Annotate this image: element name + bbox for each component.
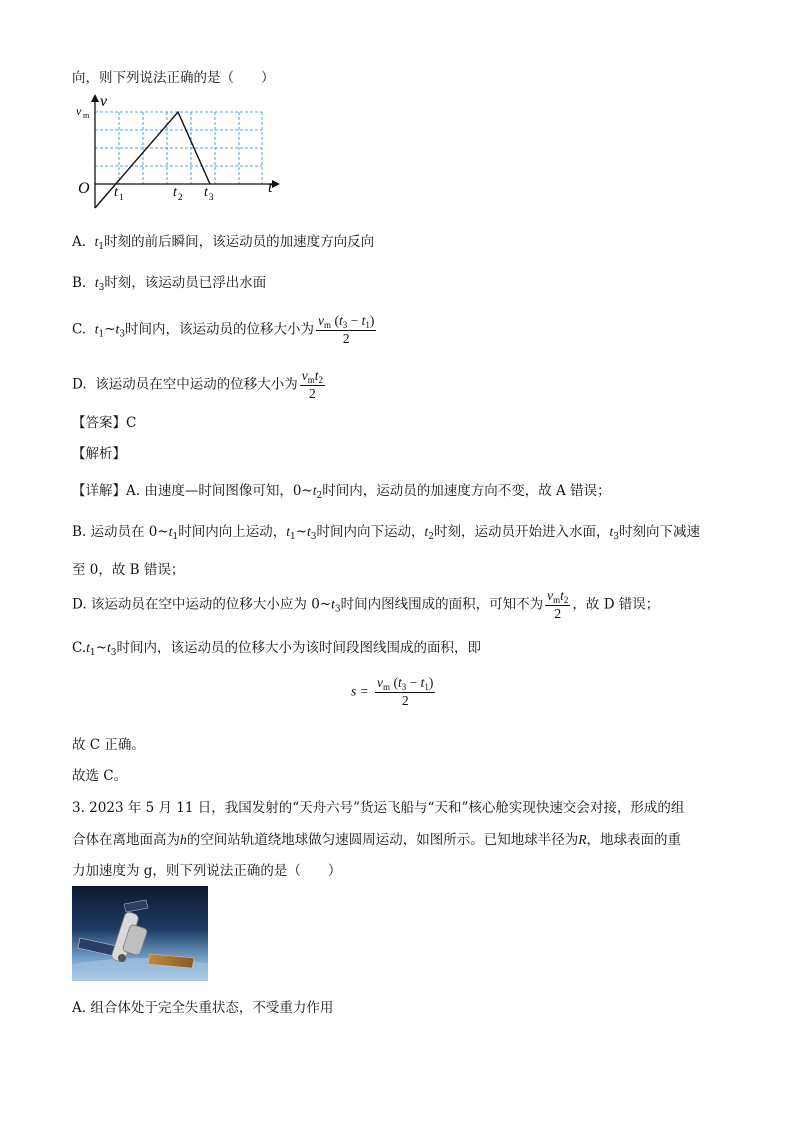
t1-label: t	[114, 185, 118, 200]
displacement-formula: s = $\frac{v_m (t_3 - t_1)}{2}$	[351, 675, 434, 709]
graph-grid	[95, 112, 262, 184]
answer-label: 【答案】C	[72, 415, 137, 431]
option-b-text: 时刻，该运动员已浮出水面	[104, 275, 267, 291]
q3-line-1: 3. 2023 年 5 月 11 日，我国发射的“天舟六号”货运飞船与“天和”核心舱实现快速交会对接，形成的组	[72, 800, 685, 816]
velocity-line	[95, 112, 210, 208]
analysis-label: 【解析】	[72, 446, 126, 462]
q3-line-3: 力加速度为 g，则下列说法正确的是（ ）	[72, 863, 342, 879]
conclusion-1: 故 C 正确。	[72, 737, 145, 753]
t1-sub: 1	[119, 192, 124, 202]
option-a-letter: A.	[72, 234, 87, 250]
q3-line-2: 合体在离地面高为h的空间站轨道绕地球做匀速圆周运动，如图所示。已知地球半径为R，地球表面的重	[72, 832, 681, 848]
detail-line-4: D. 该运动员在空中运动的位移大小应为 $0\sim t_3$时间内图线围成的面积，可知不为 $\frac{v_mt_2}{2}$ ，故 D 错误；	[72, 588, 660, 622]
v-axis-label: v	[100, 93, 108, 110]
conclusion-2: 故选 C。	[72, 768, 128, 784]
option-a: A. $t_1$时刻的前后瞬间，该运动员的加速度方向反向	[72, 234, 375, 252]
option-d	[72, 368, 327, 402]
q2-stem-tail: 向，则下列说法正确的是（ ）	[72, 70, 275, 86]
option-d-letter: D.	[72, 376, 87, 393]
option-c-text: 时间内，该运动员的位移大小为	[125, 321, 315, 338]
option-b-letter: B.	[72, 275, 87, 291]
t-axis-label: t	[268, 179, 273, 196]
origin-label: O	[78, 180, 90, 197]
t3-sub: 3	[209, 192, 214, 202]
spacecraft-image	[72, 886, 208, 981]
v-axis-arrow	[91, 94, 99, 102]
q3-option-a: A. 组合体处于完全失重状态，不受重力作用	[72, 1000, 334, 1016]
option-d-formula: $\frac{v_mt_2}{2}$	[301, 368, 324, 402]
option-c-formula: $\frac{v_m (t_3 - t_1)}{2}$	[318, 313, 375, 347]
t2-sub: 2	[178, 192, 183, 202]
detail-line-3: 至 0，故 B 错误；	[72, 562, 185, 578]
t-axis-arrow	[272, 180, 280, 188]
t2-label: t	[173, 185, 177, 200]
option-c-letter: C.	[72, 321, 87, 338]
velocity-time-graph	[70, 92, 290, 210]
vm-label: v	[76, 104, 82, 118]
option-b: B. $t_3$时刻，该运动员已浮出水面	[72, 275, 267, 293]
detail-line-5: $C.t_1\sim t_3$时间内，该运动员的位移大小为该时间段图线围成的面积，即	[72, 640, 481, 658]
vm-sub: m	[83, 111, 90, 120]
option-c: C. $t_1\sim t_3$时间内，该运动员的位移大小为 $\frac{v_m (t_3 - t_1)}{2}$	[72, 313, 375, 347]
detail-line-1: 【详解】A. 由速度—时间图像可知，$0\sim t_2$时间内，运动员的加速度方向不变，故 A 错误；	[72, 483, 611, 501]
t3-label: t	[204, 185, 208, 200]
detail-line-2: B. 运动员在 $0\sim t_1$时间内向上运动，$t_1\sim t_3$时间内向下运动，$t_2$时刻，运动员开始进入水面，$t_3$时刻向下减速	[72, 524, 701, 542]
option-a-text: 时刻的前后瞬间，该运动员的加速度方向反向	[104, 234, 375, 250]
option-d-text: 该运动员在空中运动的位移大小为	[95, 376, 298, 393]
